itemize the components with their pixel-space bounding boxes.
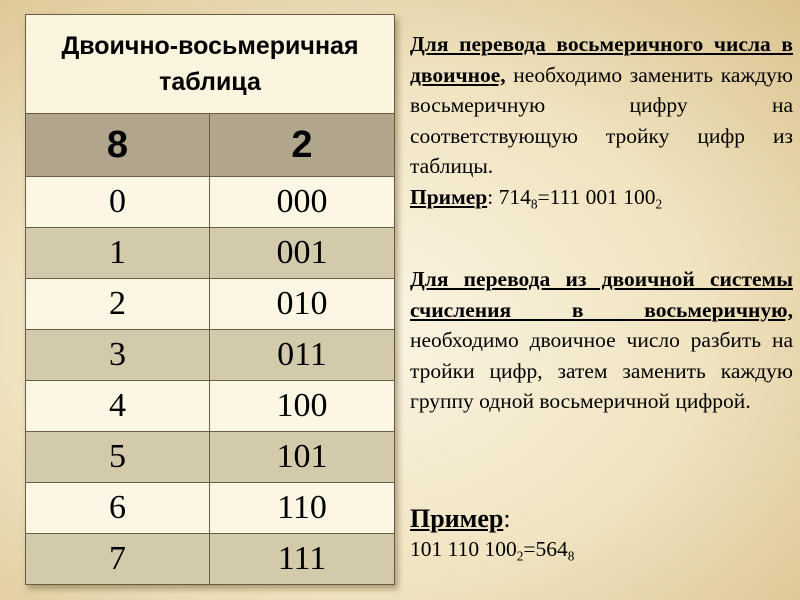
binary-cell: 011 bbox=[210, 330, 395, 381]
table-row bbox=[26, 432, 395, 483]
binary-to-octal-example bbox=[410, 504, 793, 562]
octal-cell: 1 bbox=[26, 228, 210, 279]
octal-cell: 4 bbox=[26, 381, 210, 432]
binary-cell: 000 bbox=[210, 177, 395, 228]
base-subscript: 8 bbox=[567, 548, 575, 564]
header-octal: 8 bbox=[26, 114, 210, 177]
base-subscript: 2 bbox=[655, 196, 663, 212]
example-line bbox=[410, 536, 793, 562]
binary-cell: 111 bbox=[210, 534, 395, 585]
table-row bbox=[26, 279, 395, 330]
example-separator: : bbox=[503, 504, 511, 533]
example-octal-number: 714 bbox=[498, 184, 531, 209]
binary-cell: 100 bbox=[210, 381, 395, 432]
table-row bbox=[26, 228, 395, 279]
octal-cell: 5 bbox=[26, 432, 210, 483]
table-row bbox=[26, 330, 395, 381]
table-title: Двоично-восьмеричная таблица bbox=[26, 15, 395, 114]
binary-cell: 010 bbox=[210, 279, 395, 330]
table-row bbox=[26, 381, 395, 432]
example-label: Пример bbox=[410, 184, 488, 209]
example-line bbox=[410, 182, 793, 213]
header-binary: 2 bbox=[210, 114, 395, 177]
table-row bbox=[26, 483, 395, 534]
table-row bbox=[26, 177, 395, 228]
octal-cell: 3 bbox=[26, 330, 210, 381]
octal-cell: 2 bbox=[26, 279, 210, 330]
example-separator: : bbox=[487, 184, 499, 209]
example-binary-number: =111 001 100 bbox=[537, 184, 656, 209]
octal-cell: 0 bbox=[26, 177, 210, 228]
table-row bbox=[26, 534, 395, 585]
rule-body: необходимо заменить каждую восьмеричную цифру на соответствующую тройку цифр из таблицы. bbox=[410, 62, 793, 178]
binary-cell: 001 bbox=[210, 228, 395, 279]
rule-heading: Для перевода восьмеричного числа в двоичное, bbox=[410, 32, 793, 87]
example-octal-number: =564 bbox=[523, 536, 568, 561]
binary-to-octal-rule bbox=[410, 264, 793, 417]
octal-cell: 6 bbox=[26, 483, 210, 534]
example-label: Пример bbox=[410, 504, 504, 533]
binary-cell: 101 bbox=[210, 432, 395, 483]
rule-body: необходимо двоичное число разбить на тройки цифр, затем заменить каждую группу одной восьмеричной цифрой. bbox=[410, 328, 793, 413]
binary-octal-table bbox=[25, 14, 395, 585]
octal-cell: 7 bbox=[26, 534, 210, 585]
binary-cell: 110 bbox=[210, 483, 395, 534]
base-subscript: 8 bbox=[530, 196, 538, 212]
octal-to-binary-rule bbox=[410, 29, 793, 212]
example-binary-number: 101 110 100 bbox=[410, 536, 517, 561]
base-subscript: 2 bbox=[516, 548, 524, 564]
rule-heading: Для перевода из двоичной системы счисления в восьмеричную, bbox=[410, 267, 793, 322]
